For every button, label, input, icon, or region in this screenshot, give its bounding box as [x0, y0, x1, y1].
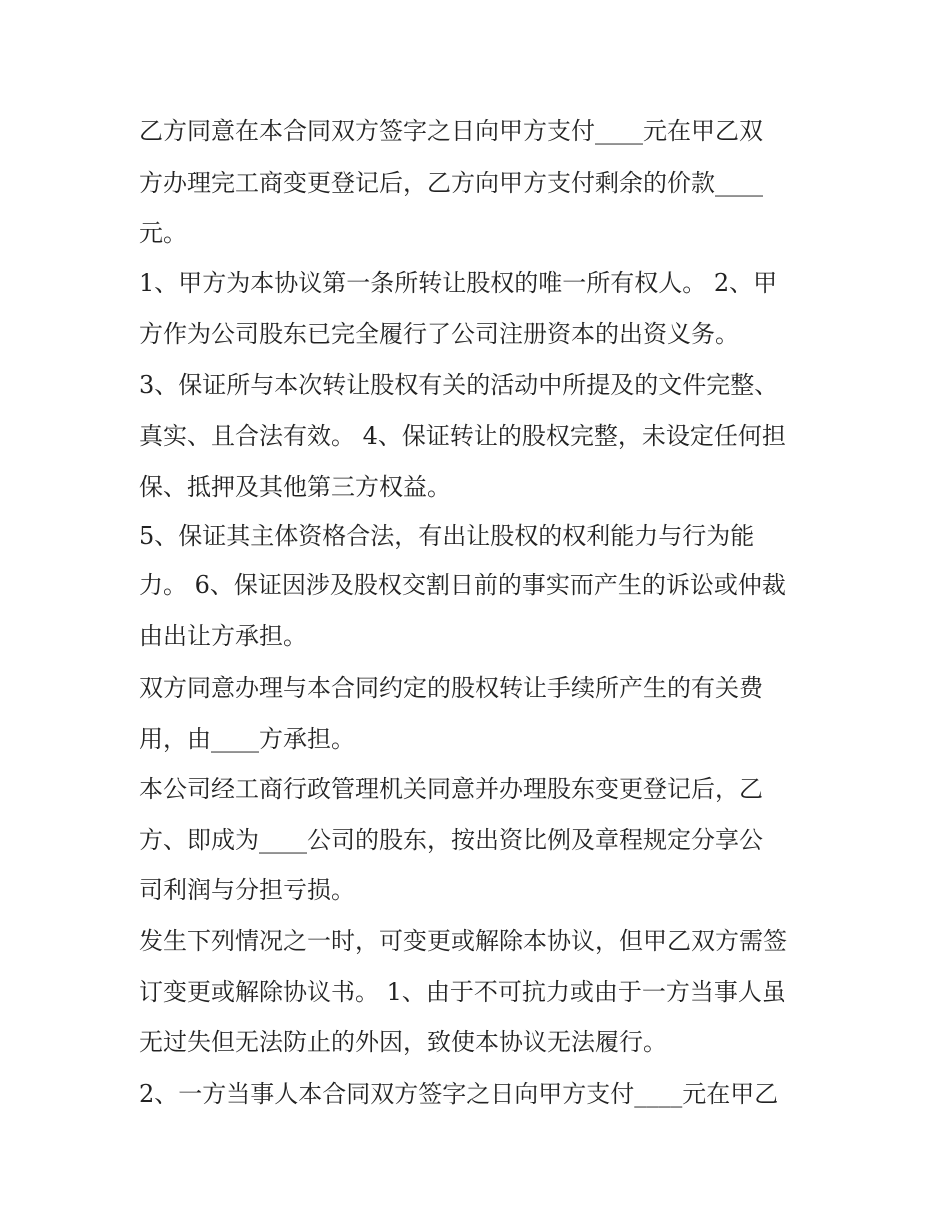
text-line: 乙方同意在本合同双方签字之日向甲方支付____元在甲乙双 — [139, 117, 763, 145]
text-line: 元。 — [139, 219, 187, 247]
text-line: 真实、且合法有效。 4、保证转让的股权完整，未设定任何担 — [139, 422, 786, 450]
text-line: 5、保证其主体资格合法，有出让股权的权利能力与行为能 — [139, 522, 755, 550]
text-line: 2、一方当事人本合同双方签字之日向甲方支付____元在甲乙 — [139, 1080, 779, 1108]
text-line: 双方同意办理与本合同约定的股权转让手续所产生的有关费 — [139, 674, 763, 702]
text-line: 3、保证所与本次转让股权有关的活动中所提及的文件完整、 — [139, 371, 779, 399]
text-line: 无过失但无法防止的外因，致使本协议无法履行。 — [139, 1028, 667, 1056]
text-line: 本公司经工商行政管理机关同意并办理股东变更登记后，乙 — [139, 775, 763, 803]
text-line: 方作为公司股东已完全履行了公司注册资本的出资义务。 — [139, 320, 739, 348]
text-line: 1、甲方为本协议第一条所转让股权的唯一所有权人。 2、甲 — [139, 269, 778, 297]
text-line: 由出让方承担。 — [139, 622, 307, 650]
text-line: 保、抵押及其他第三方权益。 — [139, 473, 451, 501]
text-line: 方办理完工商变更登记后，乙方向甲方支付剩余的价款____ — [139, 169, 763, 197]
text-line: 发生下列情况之一时，可变更或解除本协议，但甲乙双方需签 — [139, 927, 787, 955]
text-line: 司利润与分担亏损。 — [139, 876, 355, 904]
text-line: 订变更或解除协议书。 1、由于不可抗力或由于一方当事人虽 — [139, 978, 786, 1006]
text-line: 方、即成为____公司的股东，按出资比例及章程规定分享公 — [139, 826, 763, 854]
text-line: 用，由____方承担。 — [139, 725, 355, 753]
text-line: 力。 6、保证因涉及股权交割日前的事实而产生的诉讼或仲裁 — [139, 571, 786, 599]
